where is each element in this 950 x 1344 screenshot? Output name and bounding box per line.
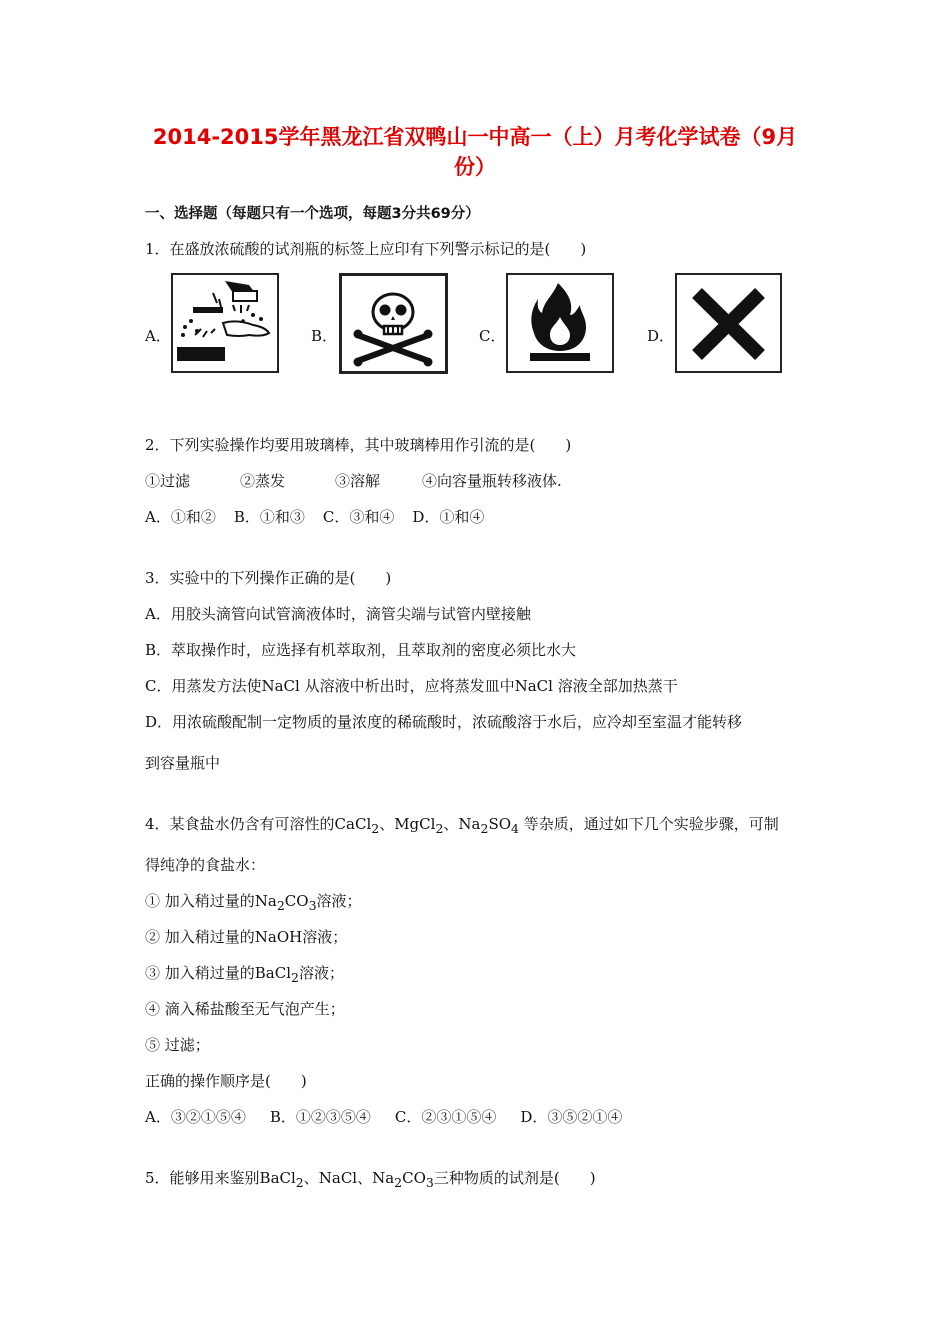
q4-step-text: 溶液； [298, 964, 344, 982]
q4-step-5: ⑤ 过滤； [145, 1036, 210, 1054]
q4-step-2: ② 加入稍过量的NaOH溶液； [145, 928, 348, 946]
q4-step-text: CO [284, 892, 309, 910]
q2-item-1: ①过滤 [145, 472, 191, 490]
corrosive-icon [171, 273, 279, 373]
q4-choice-d: D．③⑤②①④ [520, 1108, 623, 1126]
q5-stem-text: 5．能够用来鉴别BaCl [145, 1169, 296, 1187]
q4-sub: 2 [480, 821, 489, 836]
q4-choice-a: A．③②①⑤④ [145, 1108, 246, 1126]
q3-choice-d: D．用浓硫酸配制一定物质的量浓度的稀硫酸时，浓硫酸溶于水后，应冷却至室温才能转移 [145, 713, 743, 731]
exam-title-line2: 份） [454, 155, 496, 179]
q4-step-text: ① 加入稍过量的Na [145, 892, 277, 910]
section-heading: 一、选择题（每题只有一个选项，每题3分共69分） [145, 206, 480, 222]
q4-sub: 2 [371, 821, 380, 836]
q4-step-text: 溶液； [316, 892, 362, 910]
q2-item-2: ②蒸发 [240, 472, 286, 490]
q5-sub: 3 [425, 1175, 434, 1190]
q3-choice-a: A．用胶头滴管向试管滴液体时，滴管尖端与试管内壁接触 [145, 605, 531, 623]
q4-sub: 2 [435, 821, 444, 836]
q4-stem-text: SO [488, 815, 512, 833]
q2-choice-c: C．③和④ [322, 508, 395, 526]
q2-item-3: ③溶解 [335, 472, 381, 490]
q4-stem-text: 、MgCl [379, 815, 436, 833]
q2-items [145, 470, 562, 491]
q2-choice-b: B．①和③ [233, 508, 305, 526]
q2-choices [145, 506, 484, 527]
q4-sub: 2 [276, 898, 285, 913]
q4-choice-b: B．①②③⑤④ [269, 1108, 371, 1126]
exam-title [130, 122, 820, 182]
q5-sub: 2 [394, 1175, 403, 1190]
q1-label-a: A． [145, 327, 171, 345]
flammable-flame-icon [506, 273, 614, 373]
q5-sub: 2 [295, 1175, 304, 1190]
q5-stem-text: 三种物质的试剂是( ) [433, 1169, 596, 1187]
q4-stem-line2: 得纯净的食盐水： [145, 856, 266, 874]
q1-label-c: C． [479, 327, 506, 345]
q4-step-3 [145, 962, 344, 985]
q3-choice-c: C．用蒸发方法使NaCl 从溶液中析出时，应将蒸发皿中NaCl 溶液全部加热蒸干 [145, 677, 678, 695]
q4-step-4: ④ 滴入稀盐酸至无气泡产生； [145, 1000, 345, 1018]
q3-choice-b: B．萃取操作时，应选择有机萃取剂，且萃取剂的密度必须比水大 [145, 641, 577, 659]
q2-item-4: ④向容量瓶转移液体. [422, 472, 562, 490]
q5-stem-text: 、NaCl、Na [303, 1169, 395, 1187]
q4-step-text: ③ 加入稍过量的BaCl [145, 964, 292, 982]
q2-choice-d: D．①和④ [412, 508, 485, 526]
q3-choice-d-cont: 到容量瓶中 [145, 754, 221, 772]
q4-ask: 正确的操作顺序是( ) [145, 1072, 307, 1090]
q5-stem [145, 1167, 596, 1190]
q4-stem-line1 [145, 813, 779, 836]
q3-stem: 3．实验中的下列操作正确的是( ) [145, 569, 392, 587]
q4-sub: 2 [291, 970, 299, 985]
q4-stem-text: 、Na [443, 815, 481, 833]
exam-title-line1: 2014-2015学年黑龙江省双鸭山一中高一（上）月考化学试卷（9月 [152, 125, 798, 149]
q4-sub: 4 [511, 821, 519, 836]
q2-stem: 2．下列实验操作均要用玻璃棒，其中玻璃棒用作引流的是( ) [145, 436, 572, 454]
q2-choice-a: A．①和② [145, 508, 216, 526]
harmful-x-icon [675, 273, 782, 373]
q4-stem-text: 4．某食盐水仍含有可溶性的CaCl [145, 815, 372, 833]
q5-stem-text: CO [402, 1169, 426, 1187]
q4-choices [145, 1106, 622, 1127]
q4-stem-text: 等杂质，通过如下几个实验步骤，可制 [518, 815, 779, 833]
q4-sub: 3 [308, 898, 317, 913]
q1-stem: 1．在盛放浓硫酸的试剂瓶的标签上应印有下列警示标记的是( ) [145, 240, 587, 258]
q1-label-b: B． [311, 327, 338, 345]
q4-choice-c: C．②③①⑤④ [394, 1108, 497, 1126]
q4-step-1 [145, 890, 362, 913]
q1-label-d: D． [647, 327, 675, 345]
toxic-skull-icon [339, 273, 448, 374]
